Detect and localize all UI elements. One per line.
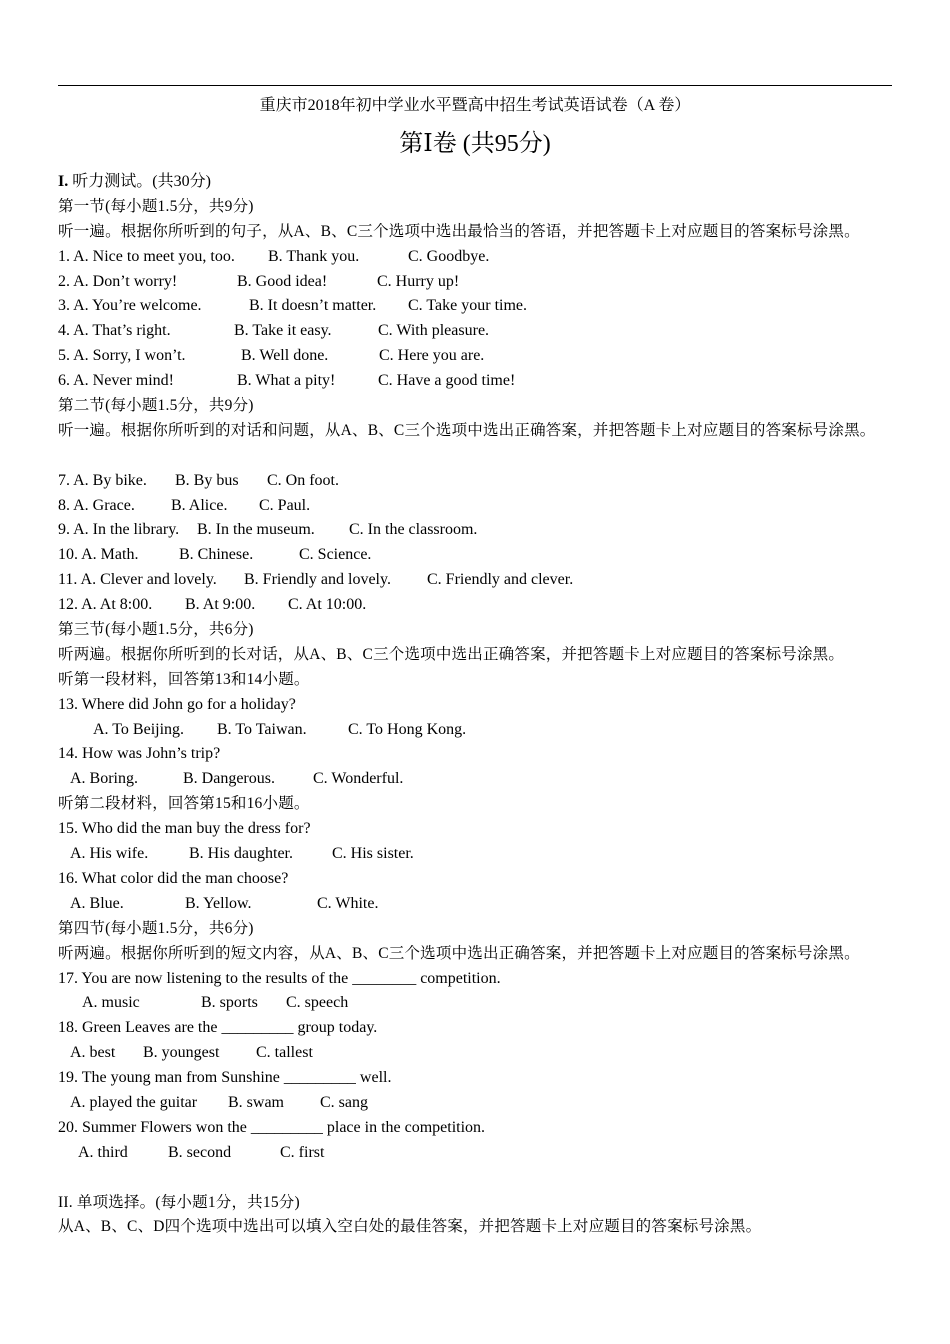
section4-instruction: 听两遍。根据你所听到的短文内容，从A、B、C三个选项中选出正确答案，并把答题卡上对应题目的答案标号涂黑。 bbox=[58, 944, 860, 962]
spacer bbox=[58, 444, 938, 469]
section2-instruction: 听一遍。根据你所听到的对话和问题，从A、B、C三个选项中选出正确答案，并把答题卡上对应题目的答案标号涂黑。 bbox=[58, 421, 876, 439]
section1-instruction: 听一遍。根据你所听到的句子，从A、B、C三个选项中选出最恰当的答语，并把答题卡上对应题目的答案标号涂黑。 bbox=[58, 222, 860, 240]
question-18-options: A. best B. youngest C. tallest bbox=[70, 1044, 313, 1062]
section1-title: 第一节(每小题1.5分，共9分) bbox=[58, 197, 254, 215]
part2-heading: II. 单项选择。(每小题1分，共15分) bbox=[58, 1193, 300, 1211]
question-4: 4. A. That’s right. B. Take it easy. C. With pleasure. bbox=[58, 322, 490, 340]
question-10: 10. A. Math. B. Chinese. C. Science. bbox=[58, 546, 372, 564]
paper-title: 第Ⅰ卷 (共95分) bbox=[399, 131, 551, 157]
question-17: 17. You are now listening to the results of the ________ competition. bbox=[58, 969, 501, 987]
section3-passage1-note: 听第一段材料，回答第13和14小题。 bbox=[58, 670, 310, 688]
question-11: 11. A. Clever and lovely. B. Friendly and lovely. C. Friendly and clever. bbox=[58, 571, 574, 589]
question-15: 15. Who did the man buy the dress for? bbox=[58, 820, 311, 838]
question-14-options: A. Boring. B. Dangerous. C. Wonderful. bbox=[70, 770, 404, 788]
question-2: 2. A. Don’t worry! B. Good idea! C. Hurry up! bbox=[58, 272, 460, 290]
section4-title: 第四节(每小题1.5分，共6分) bbox=[58, 919, 254, 937]
spacer bbox=[58, 1166, 938, 1191]
section3-title: 第三节(每小题1.5分，共6分) bbox=[58, 621, 254, 639]
section3-passage2-note: 听第二段材料，回答第15和16小题。 bbox=[58, 795, 310, 813]
question-7: 7. A. By bike. B. By bus C. On foot. bbox=[58, 471, 339, 489]
question-1: 1. A. Nice to meet you, too. B. Thank you. C. Goodbye. bbox=[58, 247, 490, 265]
exam-content bbox=[58, 170, 938, 1240]
question-17-options: A. music B. sports C. speech bbox=[82, 994, 349, 1012]
question-13: 13. Where did John go for a holiday? bbox=[58, 695, 296, 713]
question-15-options: A. His wife. B. His daughter. C. His sister. bbox=[70, 845, 414, 863]
question-14: 14. How was John’s trip? bbox=[58, 745, 221, 763]
part1-heading: I. 听力测试。(共30分) bbox=[58, 173, 211, 190]
question-19-options: A. played the guitar B. swam C. sang bbox=[70, 1093, 368, 1111]
exam-header: 重庆市2018年初中学业水平暨高中招生考试英语试卷（A 卷） bbox=[259, 97, 691, 114]
question-8: 8. A. Grace. B. Alice. C. Paul. bbox=[58, 496, 311, 514]
question-3: 3. A. You’re welcome. B. It doesn’t matter. C. Take your time. bbox=[58, 297, 528, 315]
question-6: 6. A. Never mind! B. What a pity! C. Have a good time! bbox=[58, 372, 516, 390]
part2-instruction: 从A、B、C、D四个选项中选出可以填入空白处的最佳答案，并把答题卡上对应题目的答案标号涂黑。 bbox=[58, 1218, 762, 1236]
question-5: 5. A. Sorry, I won’t. B. Well done. C. Here you are. bbox=[58, 347, 485, 365]
question-19: 19. The young man from Sunshine _________ well. bbox=[58, 1069, 392, 1087]
section3-instruction: 听两遍。根据你所听到的长对话，从A、B、C三个选项中选出正确答案，并把答题卡上对应题目的答案标号涂黑。 bbox=[58, 645, 845, 663]
question-20-options: A. third B. second C. first bbox=[78, 1143, 325, 1161]
question-16: 16. What color did the man choose? bbox=[58, 869, 289, 887]
question-13-options: A. To Beijing. B. To Taiwan. C. To Hong Kong. bbox=[93, 720, 467, 738]
question-20: 20. Summer Flowers won the _________ place in the competition. bbox=[58, 1118, 486, 1136]
question-9: 9. A. In the library. B. In the museum. C. In the classroom. bbox=[58, 521, 478, 539]
header-rule bbox=[58, 85, 892, 86]
question-18: 18. Green Leaves are the _________ group today. bbox=[58, 1019, 378, 1037]
question-16-options: A. Blue. B. Yellow. C. White. bbox=[70, 894, 379, 912]
section2-title: 第二节(每小题1.5分，共9分) bbox=[58, 397, 254, 415]
question-12: 12. A. At 8:00. B. At 9:00. C. At 10:00. bbox=[58, 596, 367, 614]
